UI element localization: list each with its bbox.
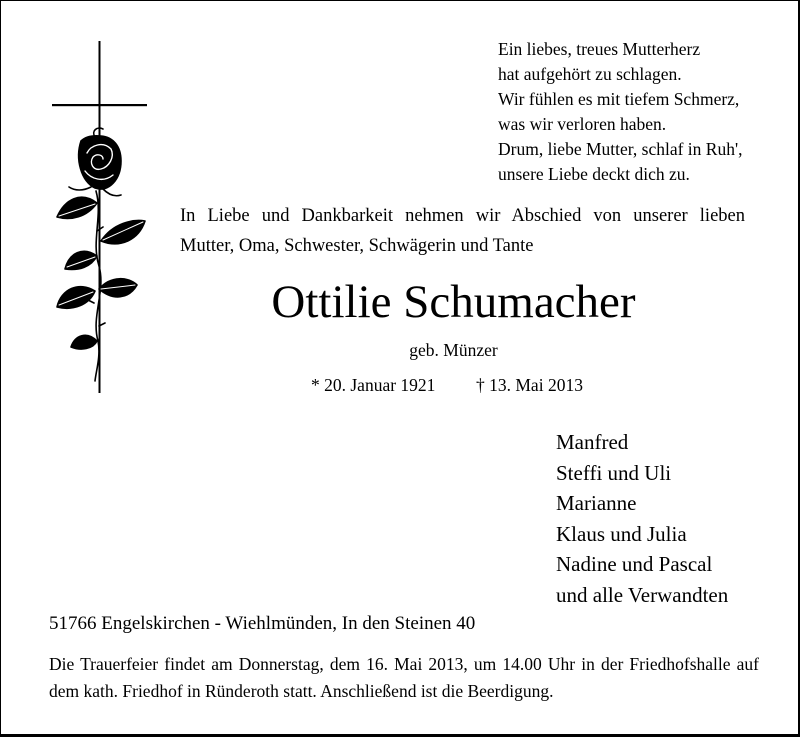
mourner-name: Klaus und Julia [556, 521, 687, 546]
poem-line: Drum, liebe Mutter, schlaf in Ruh', [498, 139, 743, 159]
poem-line: hat aufgehört zu schlagen. [498, 64, 682, 84]
funeral-line: Die Trauerfeier findet am Donnerstag, dem 16. Mai 2013, um 14.00 Uhr in der Friedhofshalle auf [49, 654, 759, 674]
mourners-list [556, 427, 728, 610]
intro-line: In Liebe und Dankbarkeit nehmen wir Abschied von unserer lieben [180, 206, 745, 226]
mourner-name: Steffi und Uli [556, 460, 672, 485]
funeral-info [49, 651, 759, 705]
poem-line: was wir verloren haben. [498, 114, 667, 134]
deceased-name: Ottilie Schumacher [271, 276, 636, 328]
intro-text [180, 201, 745, 261]
funeral-line: dem kath. Friedhof in Ründeroth statt. Anschließend ist die Beerdigung. [49, 681, 554, 701]
mourner-name: Marianne [556, 491, 637, 515]
life-dates [311, 373, 583, 397]
mourner-name: Nadine und Pascal [556, 552, 713, 576]
poem-line: Ein liebes, treues Mutterherz [498, 39, 701, 59]
birth-date: * 20. Januar 1921 [311, 375, 436, 395]
intro-line: Mutter, Oma, Schwester, Schwägerin und Tante [180, 236, 534, 256]
death-date: † 13. Mai 2013 [476, 375, 583, 395]
mourner-name: und alle Verwandten [556, 582, 729, 607]
mourner-name: Manfred [556, 430, 629, 454]
birth-name: geb. Münzer [409, 340, 498, 360]
address: 51766 Engelskirchen - Wiehlmünden, In den Steinen 40 [49, 613, 476, 634]
poem [498, 37, 743, 187]
poem-line: Wir fühlen es mit tiefem Schmerz, [498, 89, 740, 109]
poem-line: unsere Liebe deckt dich zu. [498, 164, 690, 184]
